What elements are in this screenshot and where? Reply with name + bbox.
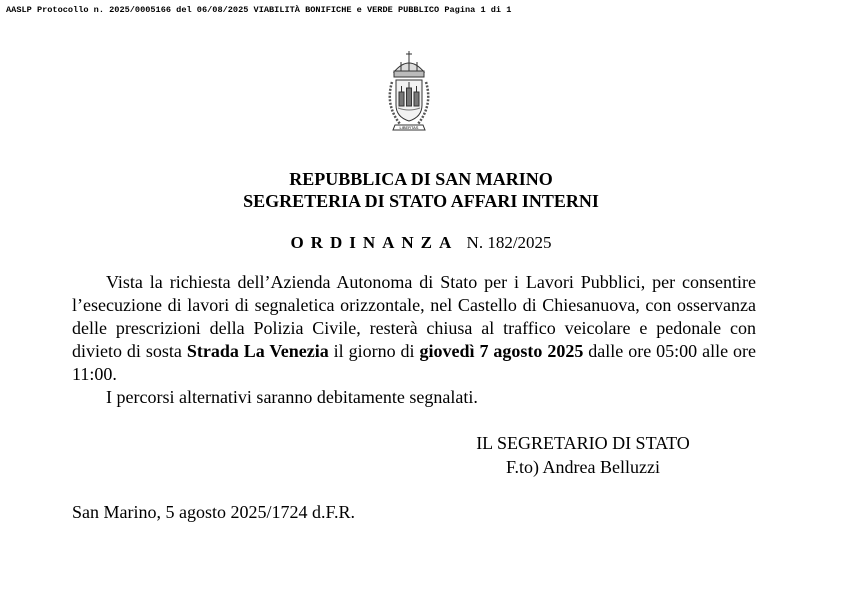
- protocol-header: AASLP Protocollo n. 2025/0005166 del 06/08/2025 VIABILITÀ BONIFICHE e VERDE PUBBLICO Pagina 1 di 1: [6, 5, 512, 15]
- signature-name: F.to) Andrea Belluzzi: [505, 457, 661, 477]
- street-name: Strada La Venezia: [186, 341, 329, 361]
- paragraph-alternatives: I percorsi alternativi saranno debitamente segnalati.: [106, 387, 478, 407]
- document-body: [72, 271, 756, 409]
- paragraph-main: [72, 271, 756, 386]
- closure-date: giovedì 7 agosto 2025: [419, 341, 584, 361]
- paragraph-main-text-2: il giorno di: [328, 341, 420, 361]
- paragraph-main-text-3: dalle ore 05:00 alle ore 11:00.: [72, 341, 757, 384]
- ordinanza-heading: [0, 233, 842, 253]
- ordinanza-number: N. 182/2025: [466, 233, 552, 252]
- emblem-motto: LIBERTAS: [399, 125, 419, 130]
- header-secretariat: SEGRETERIA DI STATO AFFARI INTERNI: [243, 191, 599, 211]
- ordinanza-title: ORDINANZA: [290, 233, 459, 252]
- dateline: San Marino, 5 agosto 2025/1724 d.F.R.: [72, 502, 356, 522]
- paragraph-main-text-1: Vista la richiesta dell’Azienda Autonoma di Stato per i Lavori Pubblici, per consentire l’esecuzione di lavori di segnaletica orizzontale, nel Castello di Chiesanuova, con osservanza delle prescrizioni della Polizia Civile, resterà chiusa al traffico veicolare e pedonale con divieto di sosta: [72, 272, 756, 361]
- san-marino-coat-of-arms-icon: [384, 50, 434, 136]
- header-republic: REPUBBLICA DI SAN MARINO: [289, 169, 553, 189]
- signature-title: IL SEGRETARIO DI STATO: [476, 433, 690, 453]
